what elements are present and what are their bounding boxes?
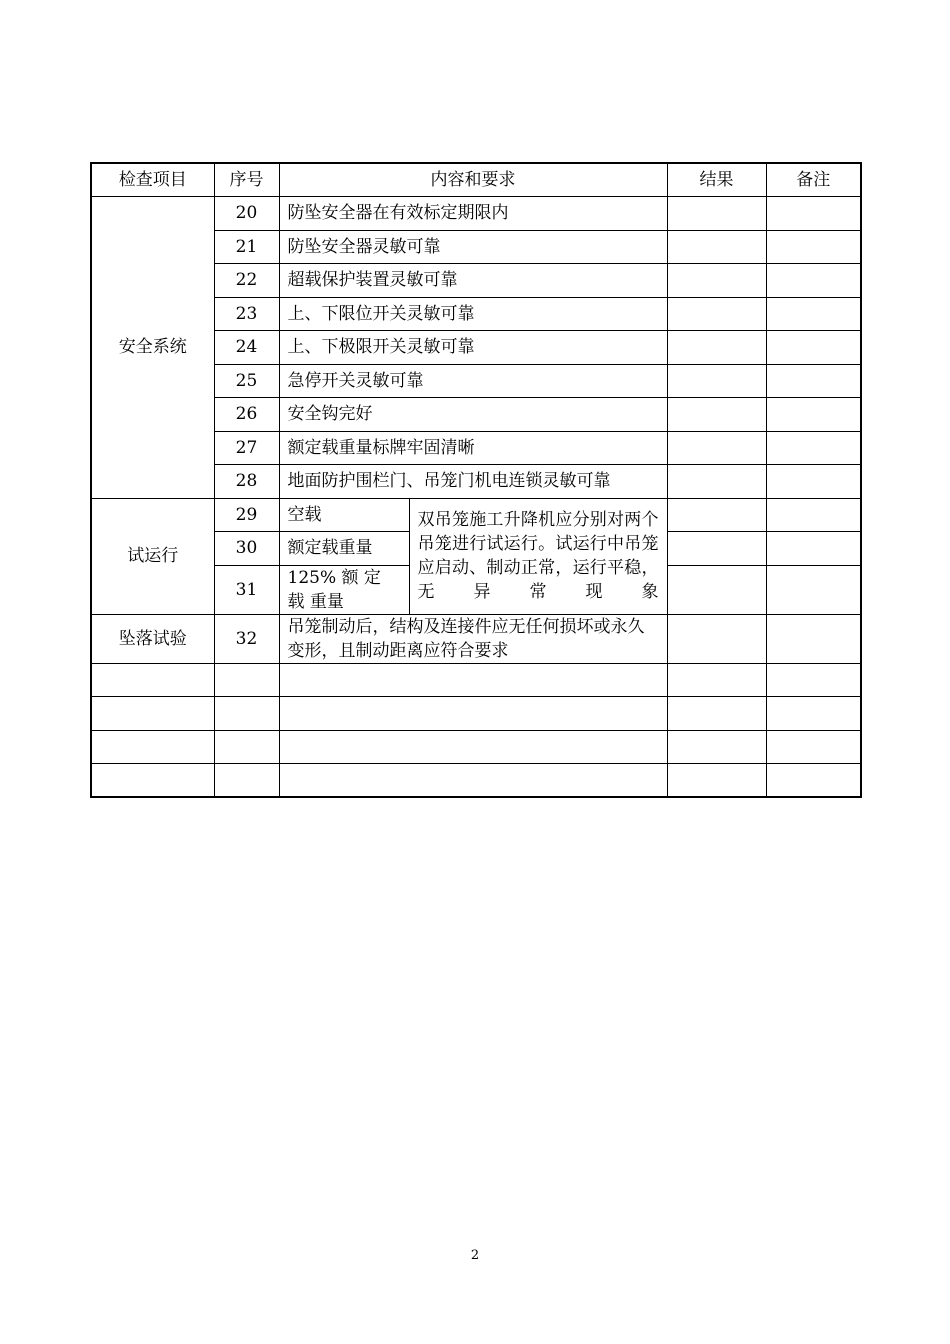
empty-cell[interactable] — [667, 663, 766, 697]
remark-cell[interactable] — [766, 465, 861, 499]
remark-cell[interactable] — [766, 398, 861, 432]
trial-condition: 125% 额 定 载 重量 — [279, 565, 409, 614]
remark-cell[interactable] — [766, 197, 861, 231]
empty-cell[interactable] — [214, 764, 279, 798]
empty-cell[interactable] — [667, 730, 766, 764]
empty-cell[interactable] — [667, 764, 766, 798]
empty-cell[interactable] — [766, 730, 861, 764]
content-cell: 防坠安全器在有效标定期限内 — [279, 197, 667, 231]
seq-cell: 31 — [214, 565, 279, 614]
empty-cell[interactable] — [279, 730, 667, 764]
category-safety: 安全系统 — [91, 197, 214, 499]
remark-cell[interactable] — [766, 565, 861, 614]
result-cell[interactable] — [667, 532, 766, 566]
header-seq: 序号 — [214, 163, 279, 197]
empty-cell[interactable] — [766, 697, 861, 731]
table-row — [91, 614, 861, 663]
result-cell[interactable] — [667, 331, 766, 365]
table-row — [91, 197, 861, 231]
content-cell: 吊笼制动后，结构及连接件应无任何损坏或永久变形，且制动距离应符合要求 — [279, 614, 667, 663]
seq-cell: 32 — [214, 614, 279, 663]
remark-cell[interactable] — [766, 230, 861, 264]
empty-cell[interactable] — [279, 663, 667, 697]
header-row — [91, 163, 861, 197]
seq-cell: 23 — [214, 297, 279, 331]
remark-cell[interactable] — [766, 498, 861, 532]
inspection-table — [90, 162, 862, 798]
result-cell[interactable] — [667, 614, 766, 663]
result-cell[interactable] — [667, 197, 766, 231]
empty-cell[interactable] — [214, 730, 279, 764]
empty-cell[interactable] — [91, 663, 214, 697]
content-cell: 超载保护装置灵敏可靠 — [279, 264, 667, 298]
empty-row — [91, 730, 861, 764]
content-cell: 急停开关灵敏可靠 — [279, 364, 667, 398]
seq-cell: 24 — [214, 331, 279, 365]
seq-cell: 30 — [214, 532, 279, 566]
category-trial: 试运行 — [91, 498, 214, 614]
result-cell[interactable] — [667, 364, 766, 398]
trial-condition: 空载 — [279, 498, 409, 532]
empty-cell[interactable] — [91, 697, 214, 731]
table-row — [91, 498, 861, 532]
remark-cell[interactable] — [766, 532, 861, 566]
result-cell[interactable] — [667, 398, 766, 432]
empty-cell[interactable] — [91, 730, 214, 764]
category-drop: 坠落试验 — [91, 614, 214, 663]
header-result: 结果 — [667, 163, 766, 197]
header-item: 检查项目 — [91, 163, 214, 197]
content-cell: 地面防护围栏门、吊笼门机电连锁灵敏可靠 — [279, 465, 667, 499]
remark-cell[interactable] — [766, 614, 861, 663]
remark-cell[interactable] — [766, 264, 861, 298]
result-cell[interactable] — [667, 465, 766, 499]
trial-condition: 额定载重量 — [279, 532, 409, 566]
page-number: 2 — [470, 1248, 480, 1263]
empty-cell[interactable] — [91, 764, 214, 798]
seq-cell: 29 — [214, 498, 279, 532]
remark-cell[interactable] — [766, 297, 861, 331]
empty-cell[interactable] — [214, 663, 279, 697]
empty-cell[interactable] — [766, 663, 861, 697]
result-cell[interactable] — [667, 230, 766, 264]
seq-cell: 22 — [214, 264, 279, 298]
content-cell: 防坠安全器灵敏可靠 — [279, 230, 667, 264]
result-cell[interactable] — [667, 431, 766, 465]
remark-cell[interactable] — [766, 431, 861, 465]
trial-requirement: 双吊笼施工升降机应分别对两个吊笼进行试运行。试运行中吊笼应启动、制动正常，运行平稳，无异常现象 — [409, 498, 667, 614]
empty-cell[interactable] — [667, 697, 766, 731]
seq-cell: 28 — [214, 465, 279, 499]
content-cell: 额定载重量标牌牢固清晰 — [279, 431, 667, 465]
result-cell[interactable] — [667, 264, 766, 298]
empty-row — [91, 697, 861, 731]
result-cell[interactable] — [667, 565, 766, 614]
empty-row — [91, 764, 861, 798]
header-remark: 备注 — [766, 163, 861, 197]
empty-cell[interactable] — [766, 764, 861, 798]
empty-cell[interactable] — [214, 697, 279, 731]
seq-cell: 27 — [214, 431, 279, 465]
remark-cell[interactable] — [766, 364, 861, 398]
empty-row — [91, 663, 861, 697]
seq-cell: 21 — [214, 230, 279, 264]
seq-cell: 25 — [214, 364, 279, 398]
content-cell: 上、下极限开关灵敏可靠 — [279, 331, 667, 365]
remark-cell[interactable] — [766, 331, 861, 365]
header-content: 内容和要求 — [279, 163, 667, 197]
result-cell[interactable] — [667, 297, 766, 331]
empty-cell[interactable] — [279, 697, 667, 731]
content-cell: 上、下限位开关灵敏可靠 — [279, 297, 667, 331]
result-cell[interactable] — [667, 498, 766, 532]
seq-cell: 20 — [214, 197, 279, 231]
content-cell: 安全钩完好 — [279, 398, 667, 432]
empty-cell[interactable] — [279, 764, 667, 798]
seq-cell: 26 — [214, 398, 279, 432]
